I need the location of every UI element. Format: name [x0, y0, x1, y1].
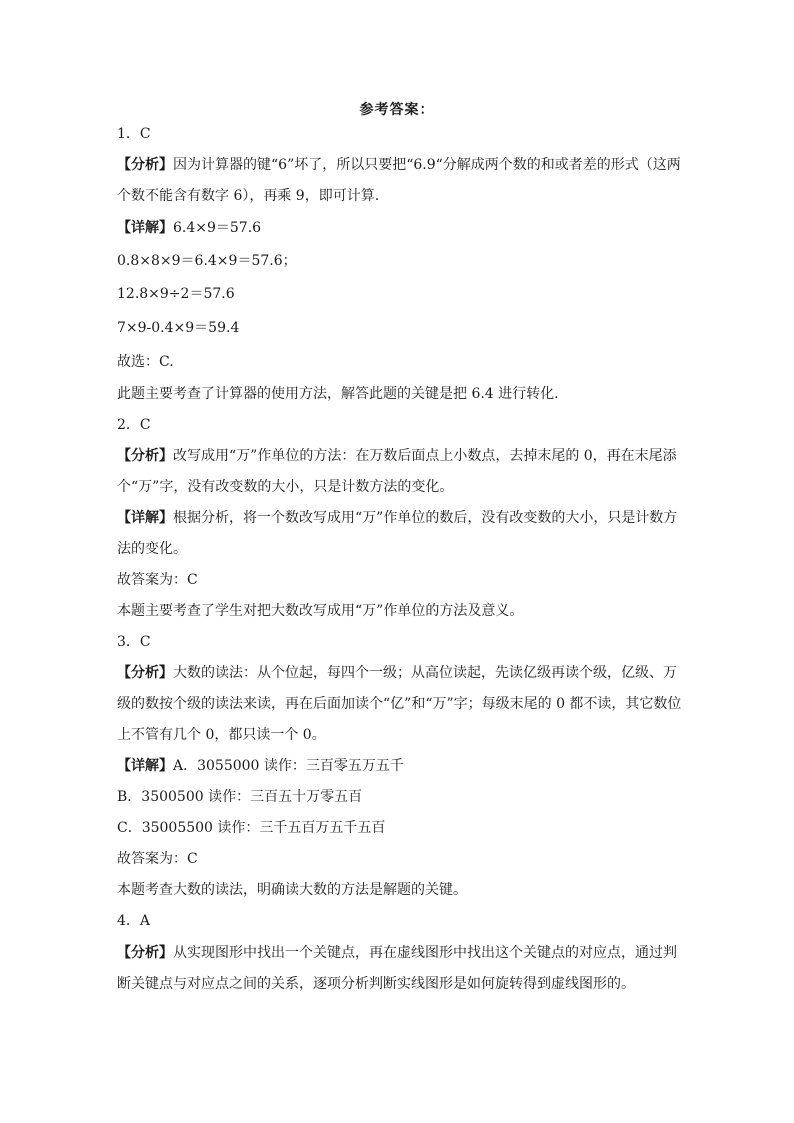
analysis-tag: 【分析】 [117, 448, 173, 464]
text-line: 法的变化。 [117, 541, 187, 557]
summary-line: 本题主要考查了学生对把大数改写成用“万”作单位的方法及意义。 [117, 603, 524, 619]
detail-tag: 【详解】 [117, 220, 173, 236]
formula-line: 7×9-0.4×9＝59.4 [117, 320, 240, 336]
answer-choice-line: 故答案为：C [117, 572, 198, 588]
answer-number: 3．C [117, 634, 151, 650]
option-line: C．35005500 读作：三千五百万五千五百 [117, 820, 386, 836]
summary-line: 此题主要考查了计算器的使用方法，解答此题的关键是把 6.4 进行转化. [117, 386, 559, 402]
text-line: 断关键点与对应点之间的关系，逐项分析判断实线图形是如何旋转得到虚线图形的。 [117, 976, 635, 992]
analysis-tag: 【分析】 [117, 945, 173, 961]
analysis-line: 【分析】从实现图形中找出一个关键点，再在虚线图形中找出这个关键点的对应点，通过判 [117, 945, 677, 961]
analysis-line: 【分析】因为计算器的键“6”坏了，所以只要把“6.9“分解成两个数的和或者差的形式（这两 [117, 157, 681, 173]
text-line: 上不管有几个 0，都只读一个 0。 [117, 727, 326, 743]
answer-number: 1．C [117, 126, 151, 142]
analysis-tag: 【分析】 [117, 157, 173, 173]
option-line: B．3500500 读作：三百五十万零五百 [117, 789, 363, 805]
summary-line: 本题考查大数的读法，明确读大数的方法是解题的关键。 [117, 882, 467, 898]
text-line: 个数不能含有数字 6），再乘 9，即可计算. [117, 188, 380, 204]
answer-number: 2．C [117, 417, 151, 433]
answer-choice-line: 故答案为：C [117, 851, 198, 867]
page-title: 参考答案： [359, 102, 435, 118]
detail-tag: 【详解】 [117, 758, 173, 774]
analysis-tag: 【分析】 [117, 665, 173, 681]
formula-line: 0.8×8×9＝6.4×9＝57.6； [117, 253, 297, 269]
detail-line: 【详解】根据分析，将一个数改写成用“万”作单位的数后，没有改变数的大小，只是计数方 [117, 510, 678, 526]
text-line: 级的数按个级的读法来读，再在后面加读个“亿”和“万”字；每级末尾的 0 都不读，其它数位 [117, 696, 682, 712]
formula-line: 12.8×9÷2＝57.6 [117, 286, 235, 302]
text-line: 个“万”字，没有改变数的大小，只是计数方法的变化。 [117, 479, 454, 495]
detail-line: 【详解】6.4×9＝57.6 [117, 220, 262, 236]
answer-number: 4．A [117, 913, 151, 929]
detail-tag: 【详解】 [117, 510, 173, 526]
analysis-line: 【分析】大数的读法：从个位起，每四个一级；从高位读起，先读亿级再读个级，亿级、万 [117, 665, 677, 681]
analysis-line: 【分析】改写成用“万”作单位的方法：在万数后面点上小数点，去掉末尾的 0，再在末尾添 [117, 448, 677, 464]
detail-line: 【详解】A．3055000 读作：三百零五万五千 [117, 758, 404, 774]
answer-choice-line: 故选：C. [117, 354, 174, 370]
